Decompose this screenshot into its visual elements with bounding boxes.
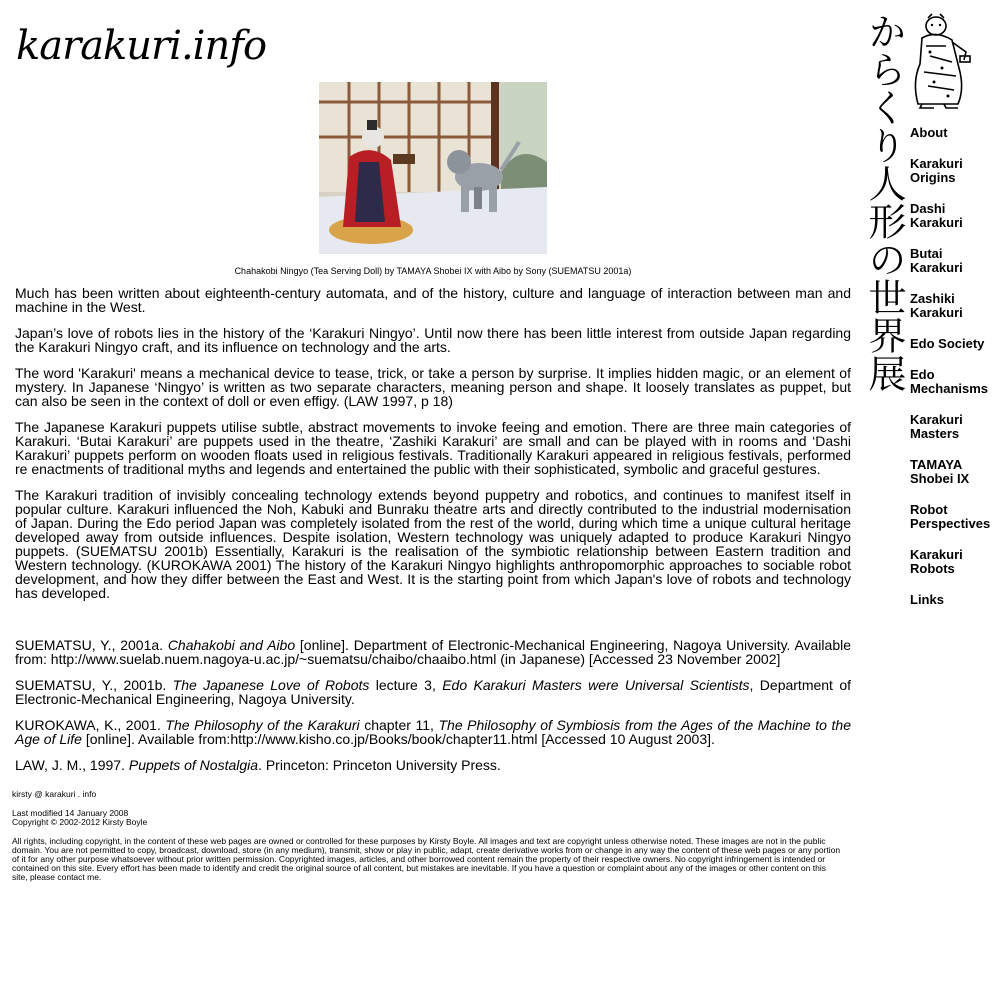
- contact-email[interactable]: kirsty @ karakuri . info: [12, 789, 97, 799]
- nav-edo-society[interactable]: Edo Society: [910, 336, 985, 351]
- site-logo[interactable]: karakuri.info: [16, 23, 267, 69]
- nav-edo-mechanisms[interactable]: Edo Mechanisms: [910, 367, 989, 396]
- reference-item: KUROKAWA, K., 2001. The Philosophy of the Karakuri chapter 11, The Philosophy of Symbiosis from the Ages of the Machine to the Age of Life [online]. Available from:http://www.kisho.co.jp/Books/book/chapter11.html [Accessed 10 August 2003].: [15, 717, 851, 747]
- paragraph: Much has been written about eighteenth-century automata, and of the history, culture and language of interaction between man and machine in the West.: [15, 285, 851, 315]
- nav-karakuri-robots[interactable]: Karakuri Robots: [910, 547, 963, 576]
- nav-dashi-karakuri[interactable]: Dashi Karakuri: [910, 201, 963, 230]
- nav-about[interactable]: About: [910, 125, 948, 140]
- main-content: [15, 82, 851, 784]
- photo-caption: Chahakobi Ningyo (Tea Serving Doll) by TAMAYA Shobei IX with Aibo by Sony (SUEMATSU 2001a): [234, 266, 632, 276]
- nav-butai-karakuri[interactable]: Butai Karakuri: [910, 246, 963, 275]
- paragraph: The Japanese Karakuri puppets utilise subtle, abstract movements to invoke feeing and emotion. There are three main categories of Karakuri. ‘Butai Karakuri’ are puppets used in the theatre, ‘Zashiki Karakuri’ are small and can be played with in rooms and ‘Dashi Karakuri’ puppets perform on wooden floats used in religious festivals. Traditionally Karakuri appeared in religious festivals, performed re enactments of traditional myths and legends and entertained the public with their sophisticated, symbolic and graceful gestures.: [15, 419, 851, 477]
- footer: [12, 790, 842, 882]
- nav-robot-perspectives[interactable]: Robot Perspectives: [910, 502, 991, 531]
- nav-karakuri-masters[interactable]: Karakuri Masters: [910, 412, 963, 441]
- rights-notice: All rights, including copyright, in the content of these web pages are owned or controlled for these purposes by Kirsty Boyle. All images and text are copyright unless otherwise noted. These images are not in the public domain. You are not permitted to copy, broadcast, download, store (in any medium), transmit, show or play in public, adapt, create derivative works from or change in any way the content of these web pages or any portion of it for any other purpose whatsoever without prior written permission. Copyrighted images, articles, and other borrowed content remain the property of their respective owners. No copyright infringement is intended or contained on this site. Every effort has been made to identify and credit the original source of all content, but mistakes are inevitable. If you have a question or complaint about any of the images or other content on this site, please contact me.: [12, 836, 841, 882]
- nav-links[interactable]: Links: [910, 592, 944, 607]
- reference-item: SUEMATSU, Y., 2001b. The Japanese Love of Robots lecture 3, Edo Karakuri Masters were Universal Scientists, Department of Electronic-Mechanical Engineering, Nagoya University.: [15, 677, 851, 707]
- paragraph: The word 'Karakuri' means a mechanical device to tease, trick, or take a person by surprise. It implies hidden magic, or an element of mystery. In Japanese ‘Ningyo’ is written as two separate characters, meaning person and shape. It loosely translates as puppet, but can also be seen in the context of doll or even effigy. (LAW 1997, p 18): [15, 365, 851, 409]
- nav-tamaya-shobei[interactable]: TAMAYA Shobei IX: [910, 457, 970, 486]
- paragraph: The Karakuri tradition of invisibly concealing technology extends beyond puppetry and robotics, and continues to manifest itself in popular culture. Karakuri influenced the Noh, Kabuki and Bunraku theatre arts and directly contributed to the industrial modernisation of Japan. During the Edo period Japan was completely isolated from the rest of the world, during which time a unique cultural heritage developed away from outside influences. Despite isolation, Western technology was uniquely adapted to produce Karakuri Ningyo puppets. (SUEMATSU 2001b) Essentially, Karakuri is the realisation of the symbiotic relationship between Eastern tradition and Western technology. (KUROKAWA 2001) The history of the Karakuri Ningyo highlights anthropomorphic approaches to sociable robot development, and how they differ between the East and West. It is the starting point from which Japan's love of robots and technology has developed.: [15, 487, 851, 601]
- reference-item: LAW, J. M., 1997. Puppets of Nostalgia. Princeton: Princeton University Press.: [15, 757, 501, 773]
- kanji-title: からくり人形の世界展: [862, 12, 906, 392]
- nav-karakuri-origins[interactable]: Karakuri Origins: [910, 156, 963, 185]
- nav-zashiki-karakuri[interactable]: Zashiki Karakuri: [910, 291, 963, 320]
- chahakobi-aibo-photo: [319, 82, 547, 254]
- paragraph: Japan’s love of robots lies in the history of the ‘Karakuri Ningyo’. Until now there has been little interest from outside Japan regarding the Karakuri Ningyo craft, and its influence on technology and the arts.: [15, 325, 851, 355]
- sidebar-nav: [910, 126, 998, 624]
- copyright: Copyright © 2002-2012 Kirsty Boyle: [12, 817, 148, 827]
- karakuri-doll-icon: [908, 12, 974, 110]
- reference-item: SUEMATSU, Y., 2001a. Chahakobi and Aibo [online]. Department of Electronic-Mechanical Engineering, Nagoya University. Available from: http://www.suelab.nuem.nagoya-u.ac.jp/~suematsu/chaibo/chaaibo.html (in Japanese) [Accessed 23 November 2002]: [15, 637, 851, 667]
- references: [15, 638, 851, 772]
- photo-container: [15, 82, 851, 254]
- last-modified: Last modified 14 January 2008: [12, 808, 129, 818]
